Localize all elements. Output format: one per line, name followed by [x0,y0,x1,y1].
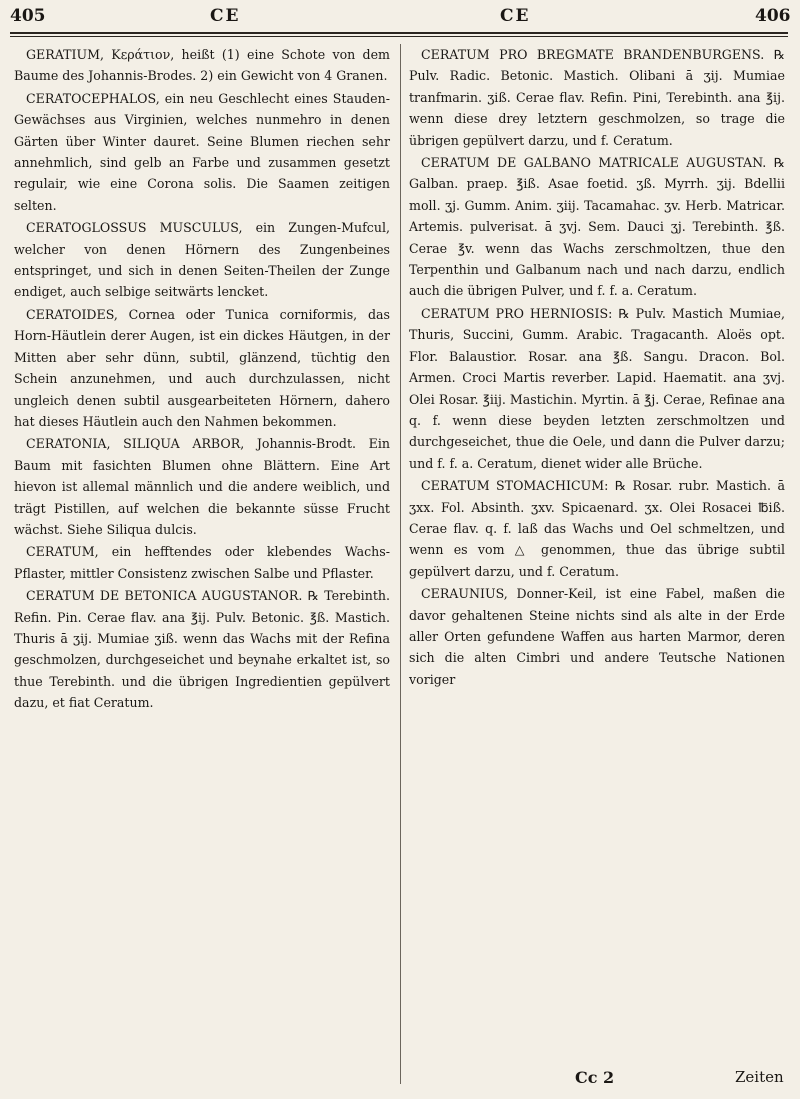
entry-ceraunius: CERAUNIUS, Donner-Keil, ist eine Fabel, maßen die davor gehaltenen Steine nichts sind als alte in der Erde aller Orten gefundene Waffen aus harten Marmor, deren sich die alten Cimbri und andere Teutsche Nationen voriger [409,586,785,687]
page-number-left: 405 [10,6,46,26]
entry-ceratoides: CERATOIDES, Cornea oder Tunica corniformis, das Horn-Häutlein derer Augen, ist ein dickes Häutgen, in der Mitten aber sehr dünn, subtil, glänzend, tüchtig den Schein anzunehmen, und auch durchzulassen, nicht ungleich denen subtil ausgearbeiteten Hörnern, dahero hat dieses Häutlein auch den Nahmen bekommen. [14,306,390,429]
entry-ceratum: CERATUM, ein hefftendes oder klebendes Wachs-Pflaster, mittler Consistenz zwischen Salbe und Pflaster. [14,544,390,581]
column-divider [400,44,401,1084]
header-rule-thin [10,36,788,37]
entry-ceratum-de-galbano: CERATUM DE GALBANO MATRICALE AUGUSTAN. ℞ Galban. praep. ℥iß. Asae foetid. ʒß. Myrrh. ʒij. Bdellii moll. ʒj. Gumm. Anim. ʒiij. Tacamahac. ʒv. Herb. Matricar. Artemis. pulverisat. ā ʒvj. Sem. Dauci ʒj. Terebinth. ℥ß. Cerae ℥v. wenn das Wachs zerschmoltzen, thue den Terpenthin und Galbanum nach und nach darzu, endlich auch die übrigen Pulver, und f. f. a. Ceratum. [409,155,785,299]
entry-ceratonia: CERATONIA, SILIQUA ARBOR, Johannis-Brodt. Ein Baum mit fasichten Blumen ohne Blättern. Eine Art hievon ist allemal männlich und die andere weiblich, und trägt Pistillen, auf welchen die bekannte süsse Frucht wächst. Siehe Siliqua dulcis. [14,436,390,537]
running-header [0,0,800,36]
header-rule [10,32,788,34]
signature-mark: Cc 2 [575,1068,615,1087]
running-title-right: CE [500,6,531,26]
running-title-left: CE [210,6,241,26]
left-column [14,44,390,715]
entry-geratium: GERATIUM, Κεράτιον, heißt (1) eine Schote von dem Baume des Johannis-Brodes. 2) ein Gewicht von 4 Granen. [14,47,390,84]
right-column [409,44,785,691]
entry-ceratocephalos: CERATOCEPHALOS, ein neu Geschlecht eines Stauden-Gewächses aus Virginien, welches nunmehro in denen Gärten über Winter dauret. Seine Blumen riechen sehr annehmlich, sind gelb an Farbe und zusammen gesetzt regulair, wie eine Corona solis. Die Saamen zeitigen selten. [14,90,390,213]
entry-ceratum-de-betonica: CERATUM DE BETONICA AUGUSTANOR. ℞ Terebinth. Refin. Pin. Cerae flav. ana ℥ij. Pulv. Betonic. ℥ß. Mastich. Thuris ā ʒij. Mumiae ʒiß. wenn das Wachs mit der Refina geschmolzen, durchgeseichet und beynahe erkaltet ist, so thue Terebinth. und die übrigen Ingredientien gepülvert dazu, et fiat Ceratum. [14,588,390,711]
entry-ceratum-pro-bregmate: CERATUM PRO BREGMATE BRANDENBURGENS. ℞ Pulv. Radic. Betonic. Mastich. Olibani ā ʒij. Mumiae tranfmarin. ʒiß. Cerae flav. Refin. Pini, Terebinth. ana ℥ij. wenn diese drey letztern geschmolzen, so trage die übrigen gepülvert darzu, und f. Ceratum. [409,47,785,148]
entry-ceratum-stomachicum: CERATUM STOMACHICUM: ℞ Rosar. rubr. Mastich. ā ʒxx. Fol. Absinth. ʒxv. Spicaenard. ʒx. Olei Rosacei ℔iß. Cerae flav. q. f. laß das Wachs und Oel schmeltzen, und wenn es vom △ genommen, thue das übrige subtil gepülvert darzu, und f. Ceratum. [409,478,785,579]
catchword: Zeiten [735,1068,784,1086]
entry-ceratum-pro-herniosis: CERATUM PRO HERNIOSIS: ℞ Pulv. Mastich Mumiae, Thuris, Succini, Gumm. Arabic. Tragacanth. Aloës opt. Flor. Balaustior. Rosar. ana ℥ß. Sangu. Dracon. Bol. Armen. Croci Martis reverber. Lapid. Haematit. ana ʒvj. Olei Rosar. ℥iij. Mastichin. Myrtin. ā ℥j. Cerae, Refinae ana q. f. wenn diese beyden letzten zerschmoltzen und durchgeseichet, thue die Oele, und dann die Pulver darzu; und f. f. a. Ceratum, dienet wider alle Brüche. [409,305,785,471]
page-number-right: 406 [755,6,791,26]
entry-ceratoglossus: CERATOGLOSSUS MUSCULUS, ein Zungen-Mufcul, welcher von denen Hörnern des Zungenbeines entspringet, und sich in denen Seiten-Theilen der Zunge endiget, auch selbige seitwärts lencket. [14,220,390,300]
